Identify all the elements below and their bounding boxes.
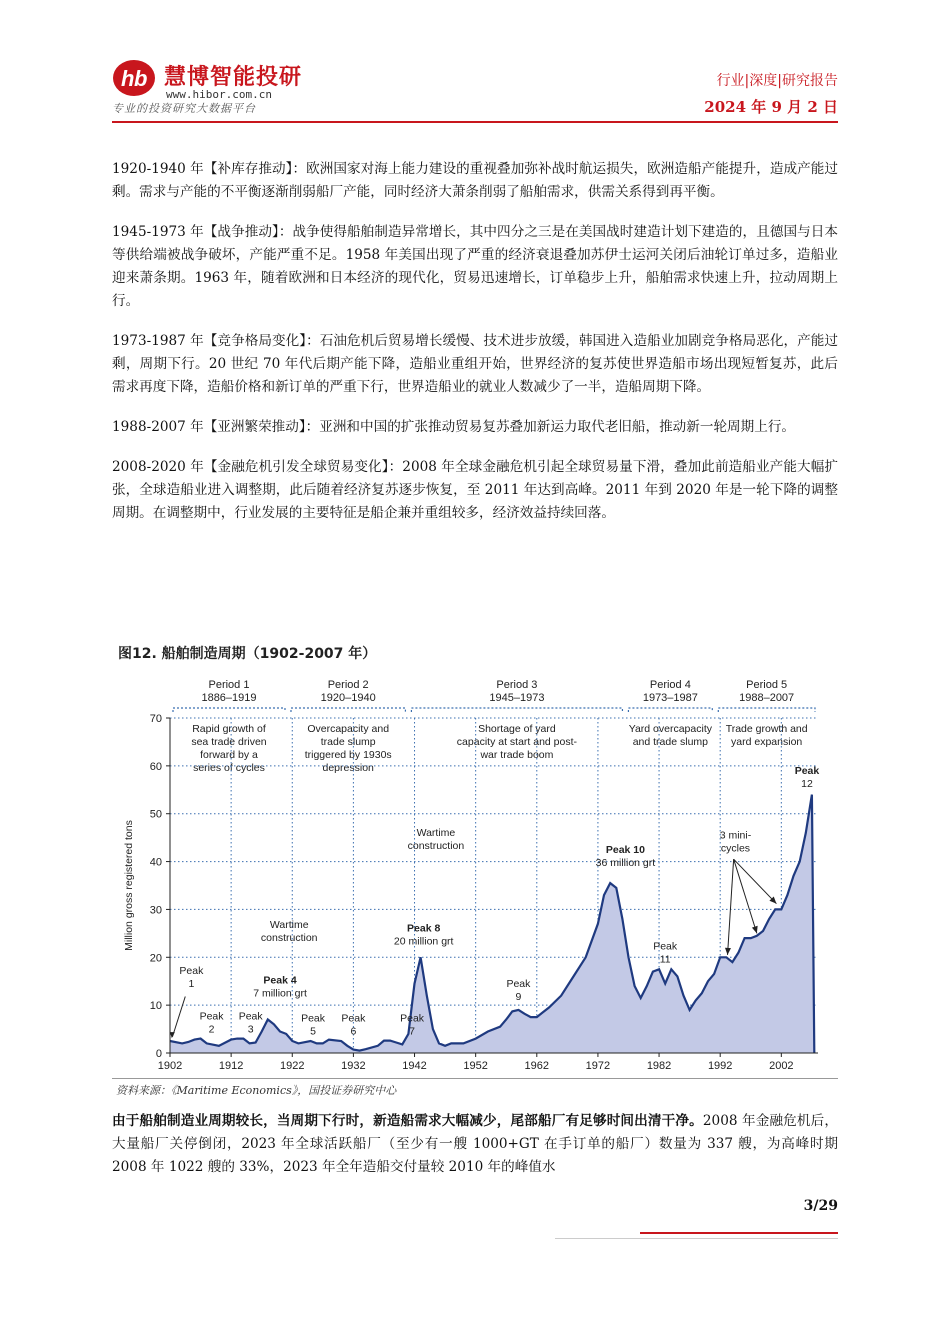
peak-10-label — [596, 844, 656, 869]
bottom-lead: 由于船舶制造业周期较长，当周期下行时，新造船需求大幅减少，尾部船厂有足够时间出清干净。 — [112, 1113, 703, 1129]
peak-2-label — [200, 1011, 225, 1036]
period-header-line: 1886–1919 — [201, 692, 257, 704]
wartime-construction-label-2-line: construction — [407, 840, 465, 853]
period-description-line: Shortage of yard — [478, 723, 556, 735]
x-tick-label: 1962 — [524, 1060, 550, 1072]
period-description-line: Overcapacity and — [307, 723, 390, 735]
y-tick-label: 30 — [149, 904, 162, 917]
period-bracket — [718, 708, 815, 712]
period-header-line: Period 2 — [327, 679, 369, 691]
peak-12-label-line: Peak — [794, 764, 820, 777]
peak-8-label-line: Peak 8 — [407, 922, 441, 935]
period-header — [201, 679, 256, 704]
period-description — [457, 723, 578, 761]
wartime-construction-label-2 — [408, 827, 465, 852]
period-header — [643, 679, 698, 704]
period-description-line: capacity at start and post- — [456, 736, 578, 748]
peak-11-label — [653, 941, 678, 966]
peak-4-label — [253, 975, 307, 1000]
y-axis-label: Million gross registered tons — [123, 820, 135, 951]
bottom-body: 2008 年金融危机后，大量船厂关停倒闭，2023 年全球活跃船厂（至少有一艘 1000+GT 在手订单的船厂）数量为 337 艘，为高峰时期 2008 年 1022 艘的 33%，2023 年全年造船交付量较 2010 年的峰值水 — [112, 1113, 838, 1175]
y-tick-label: 10 — [149, 1000, 162, 1013]
period-header-line: Period 4 — [649, 679, 691, 691]
peak-2-label-line: Peak — [199, 1010, 224, 1023]
period-header-line: 1973–1987 — [642, 692, 698, 704]
peak-10-label-line: Peak 10 — [605, 843, 645, 856]
paragraph-1920-1940: 1920-1940 年【补库存推动】：欧洲国家对海上能力建设的重视叠加弥补战时航运损失，欧洲造船产能提升，造成产能过剩。需求与产能的不平衡逐渐削弱船厂产能，同时经济大萧条削弱了船舶需求，供需关系得到再平衡。 — [112, 161, 838, 200]
period-bracket — [411, 708, 622, 712]
peak-10-label-line: 36 million grt — [595, 856, 656, 869]
peak-11-label-line: Peak — [653, 940, 678, 953]
peak-5-label-line: 5 — [310, 1025, 316, 1038]
logo-url: www.hibor.com.cn — [166, 88, 272, 101]
period-description-line: series of cycles — [193, 762, 265, 774]
peak-9-label — [506, 978, 531, 1003]
peak-6-label — [341, 1012, 366, 1037]
peak-3-label-line: 3 — [247, 1023, 254, 1036]
peak-4-label-line: 7 million grt — [253, 987, 307, 1000]
shipbuilding-cycle-chart — [118, 668, 830, 1078]
header-divider — [112, 121, 838, 123]
x-tick-label: 1902 — [157, 1060, 183, 1072]
period-description-line: and trade slump — [632, 736, 709, 748]
y-tick-label: 60 — [149, 760, 162, 773]
source-divider — [112, 1078, 838, 1079]
page-number: 3/29 — [803, 1198, 838, 1214]
y-tick-label: 40 — [149, 856, 162, 869]
svg-text:b: b — [134, 66, 148, 91]
period-header-line: Period 5 — [746, 679, 788, 691]
period-header-line: 1988–2007 — [739, 692, 795, 704]
peak-1-label-line: Peak — [179, 965, 204, 978]
figure-title: 图12. 船舶制造周期（1902-2007 年） — [118, 646, 377, 662]
mini-cycle-arrow — [728, 859, 734, 955]
peak-5-label-line: Peak — [301, 1012, 326, 1025]
peak-1-arrowhead — [170, 1032, 175, 1038]
period-header — [489, 679, 544, 704]
wartime-construction-label-1 — [261, 919, 318, 944]
period-headers — [173, 679, 815, 774]
peak-7-label-line: Peak — [400, 1012, 425, 1025]
period-description-line: trade slump — [320, 736, 376, 748]
period-header — [739, 679, 794, 704]
y-tick-label: 50 — [149, 808, 162, 821]
period-bracket — [628, 708, 712, 712]
report-meta — [704, 70, 838, 117]
peak-1-arrow — [172, 997, 185, 1037]
paragraph-1973-1987: 1973-1987 年【竞争格局变化】：石油危机后贸易增长缓慢、技术进步放缓，韩国进入造船业加剧竞争格局恶化，产能过剩，周期下行。20 世纪 70 年代后期产能下降，造船业重组开始，世界经济的复苏使世界造船市场出现短暂复苏，此后需求再度下降，造船价格和新订单的严重下行，世界造船业的就业人数减少了一半，造船周期下降。 — [112, 333, 838, 395]
x-tick-label: 1952 — [463, 1060, 488, 1072]
mini-cycle-arrowhead — [752, 926, 758, 934]
peak-1-label-line: 1 — [188, 978, 195, 991]
peak-12-label — [795, 765, 820, 790]
x-tick-label: 1972 — [585, 1060, 611, 1072]
peak-11-label-line: 11 — [659, 953, 671, 966]
x-tick-label: 1912 — [218, 1060, 244, 1072]
footer-divider — [640, 1232, 838, 1234]
wartime-construction-label-1-line: construction — [260, 932, 318, 945]
svg-text:h: h — [121, 66, 135, 91]
peak-3-label — [239, 1011, 264, 1036]
logo-slogan: 专业的投资研究大数据平台 — [112, 102, 256, 115]
deliveries-area — [170, 795, 814, 1053]
x-tick-label: 1992 — [707, 1060, 733, 1072]
wartime-construction-label-1-line: Wartime — [269, 919, 309, 932]
period-description-line: depression — [322, 762, 374, 774]
period-description-line: Yard overcapacity — [628, 723, 712, 735]
y-tick-label: 70 — [149, 713, 162, 725]
peak-4-label-line: Peak 4 — [263, 974, 297, 987]
period-bracket — [173, 708, 285, 712]
period-description-line: yard expansion — [731, 736, 803, 748]
wartime-construction-label-2-line: Wartime — [416, 827, 456, 840]
mini-cycle-arrow — [734, 859, 757, 933]
peak-2-label-line: 2 — [208, 1023, 215, 1036]
x-tick-label: 2002 — [769, 1060, 794, 1072]
x-tick-label: 1932 — [341, 1060, 366, 1072]
mini-cycle-arrow — [734, 859, 777, 904]
peak-12-label-line: 12 — [801, 777, 813, 790]
peak-5-label — [301, 1012, 326, 1037]
x-tick-label: 1922 — [280, 1060, 305, 1072]
paragraph-1988-2007: 1988-2007 年【亚洲繁荣推动】：亚洲和中国的扩张推动贸易复苏叠加新运力取代老旧船，推动新一轮周期上行。 — [112, 419, 796, 435]
peak-6-label-line: 6 — [350, 1025, 357, 1038]
footer-divider-thin — [555, 1238, 838, 1239]
bottom-text — [112, 1110, 838, 1179]
period-header-line: Period 1 — [208, 679, 250, 691]
mini-cycles-label — [720, 830, 752, 855]
paragraph-1945-1973: 1945-1973 年【战争推动】：战争使得船舶制造异常增长，其中四分之三是在美国战时建造计划下建造的，且德国与日本等供给端被战争破坏，产能严重不足。1958 年美国出现了严重的经济衰退叠加苏伊士运河关闭后油轮订单过多，造船业迎来萧条期。1963 年，随着欧洲和日本经济的现代化，贸易迅速增长，订单稳步上升，船舶需求快速上升，拉动周期上行。 — [112, 224, 838, 309]
hibor-logo-icon — [112, 58, 158, 98]
figure-source: 资料来源：《Maritime Economics》，国投证券研究中心 — [116, 1084, 397, 1097]
period-description-line: Trade growth and — [725, 723, 808, 735]
period-header-line: 1920–1940 — [320, 692, 376, 704]
period-description-line: forward by a — [200, 749, 258, 761]
x-tick-label: 1982 — [646, 1060, 672, 1072]
report-date: 2024 年 9 月 2 日 — [704, 98, 838, 116]
mini-cycle-arrowhead — [725, 948, 731, 955]
mini-cycles-label-line: 3 mini- — [719, 829, 752, 842]
logo-name: 慧博智能投研 — [164, 65, 303, 90]
body-text — [112, 158, 838, 542]
peak-1-label — [179, 965, 204, 990]
period-description-line: Rapid growth of — [192, 723, 266, 735]
peak-3-label-line: Peak — [238, 1010, 263, 1023]
mini-cycles-label-line: cycles — [720, 842, 751, 855]
paragraph-2008-2020: 2008-2020 年【金融危机引发全球贸易变化】：2008 年全球金融危机引起全球贸易量下滑，叠加此前造船业产能大幅扩张，全球造船业进入调整期，此后随着经济复苏逐步恢复，至 2011 年达到高峰。2011 年到 2020 年是一轮下降的调整周期。在调整期中，行业发展的主要特征是船企兼并重组较多，经济效益持续回落。 — [112, 459, 838, 521]
period-header — [321, 679, 376, 704]
period-bracket — [291, 708, 405, 712]
peak-9-label-line: Peak — [506, 977, 531, 990]
y-tick-label: 0 — [155, 1048, 162, 1060]
period-header-line: Period 3 — [496, 679, 538, 691]
period-description-line: triggered by 1930s — [304, 749, 392, 761]
period-header-line: 1945–1973 — [489, 692, 545, 704]
peak-8-label-line: 20 million grt — [393, 935, 454, 948]
company-logo — [112, 58, 412, 114]
report-type: 行业|深度|研究报告 — [716, 73, 838, 89]
x-tick-label: 1942 — [402, 1060, 427, 1072]
period-description — [726, 723, 808, 748]
peak-7-label-line: 7 — [409, 1025, 416, 1038]
y-tick-label: 20 — [149, 952, 162, 965]
period-description-line: sea trade driven — [191, 736, 267, 748]
period-description — [629, 723, 713, 748]
peak-9-label-line: 9 — [515, 990, 522, 1003]
peak-8-label — [394, 922, 454, 947]
period-description-line: war trade boom — [480, 749, 554, 761]
peak-6-label-line: Peak — [341, 1012, 366, 1025]
